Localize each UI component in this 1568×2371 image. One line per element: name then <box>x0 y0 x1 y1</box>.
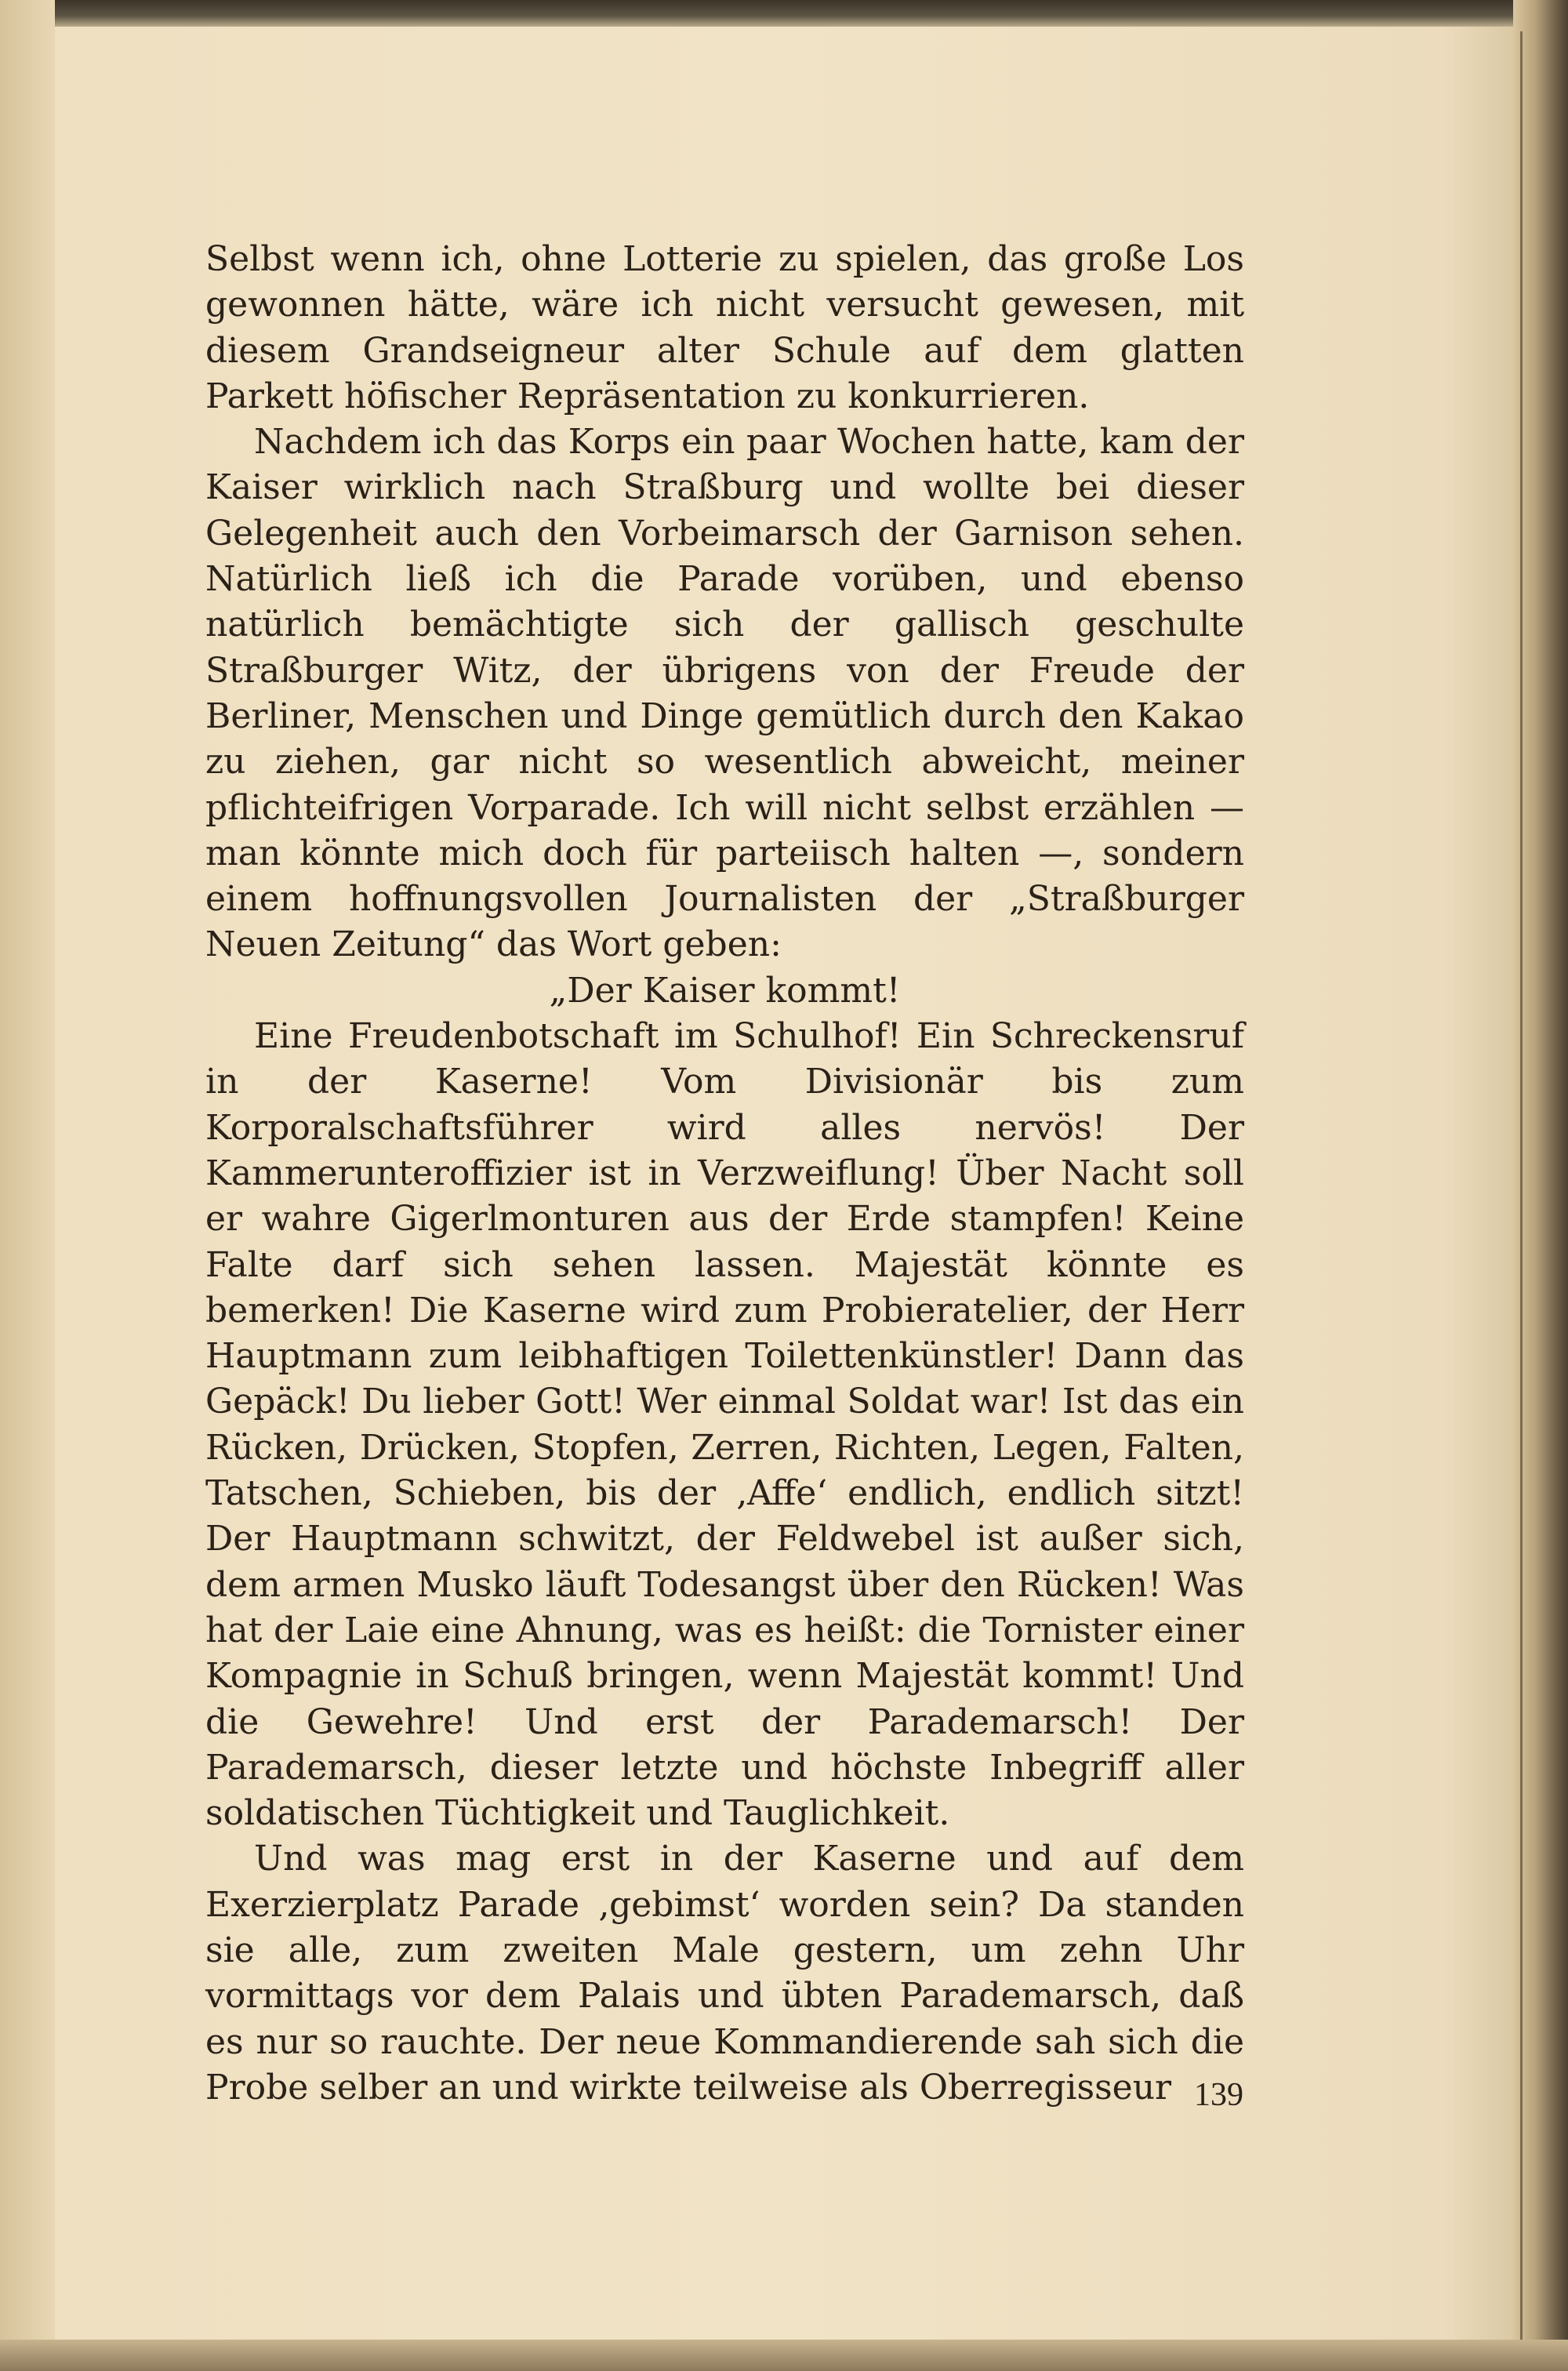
paragraph-3: Eine Freudenbotschaft im Schulhof! Ein Schreckensruf in der Kaserne! Vom Divisionär bis zum Korporalschaftsführer wird alles nervös! Der Kammerunteroffizier ist in Verzweiflung! Über Nacht soll er wahre Gigerlmonturen aus der Erde stampfen! Keine Falte darf sich sehen lassen. Majestät könnte es bemerken! Die Kaserne wird zum Probieratelier, der Herr Hauptmann zum leibhaftigen Toilettenkünstler! Dann das Gepäck! Du lieber Gott! Wer einmal Soldat war! Ist das ein Rücken, Drücken, Stopfen, Zerren, Richten, Legen, Falten, Tatschen, Schieben, bis der ‚Affe‘ endlich, endlich sitzt! Der Hauptmann schwitzt, der Feldwebel ist außer sich, dem armen Musko läuft Todesangst über den Rücken! Was hat der Laie eine Ahnung, was es heißt: die Tornister einer Kompagnie in Schuß bringen, wenn Majestät kommt! Und die Gewehre! Und erst der Parademarsch! Der Parademarsch, dieser letzte und höchste Inbegriff aller soldatischen Tüchtigkeit und Tauglichkeit. <box>205 1016 1244 1834</box>
page-number: 139 <box>1194 2077 1243 2113</box>
paragraph-1: Selbst wenn ich, ohne Lotterie zu spielen, das große Los gewonnen hätte, wäre ich nicht versucht gewesen, mit diesem Grandseigneur alter Schule auf dem glatten Parkett höfischer Repräsentation zu konkurrieren. <box>205 239 1244 416</box>
quote-heading: „Der Kaiser kommt! <box>549 970 901 1011</box>
scan-bottom-edge <box>0 2340 1568 2371</box>
gutter-fold-line <box>1520 31 1523 2352</box>
scan-top-edge <box>0 0 1568 27</box>
paragraph-4: Und was mag erst in der Kaserne und auf dem Exerzierplatz Parade ‚gebimst‘ worden sein? Da standen sie alle, zum zweiten Male gestern, um zehn Uhr vormittags vor dem Palais und übten Parademarsch, daß es nur so rauchte. Der neue Kommandierende sah sich die Probe selber an und wirkte teilweise als Oberregisseur <box>205 1839 1244 2108</box>
paragraph-2: Nachdem ich das Korps ein paar Wochen hatte, kam der Kaiser wirklich nach Straßburg und wollte bei dieser Gelegenheit auch den Vorbeimarsch der Garnison sehen. Natürlich ließ ich die Parade vorüben, und ebenso natürlich bemächtigte sich der gallisch geschulte Straßburger Witz, der übrigens von der Freude der Berliner, Menschen und Dinge gemütlich durch den Kakao zu ziehen, gar nicht so wesentlich abweicht, meiner pflichteifrigen Vorparade. Ich will nicht selbst erzählen — man könnte mich doch für parteiisch halten —, sondern einem hoffnungsvollen Journalisten der „Straßburger Neuen Zeitung“ das Wort geben: <box>205 422 1244 965</box>
page-left-margin-shade <box>0 0 55 2371</box>
body-text <box>205 237 1244 2111</box>
